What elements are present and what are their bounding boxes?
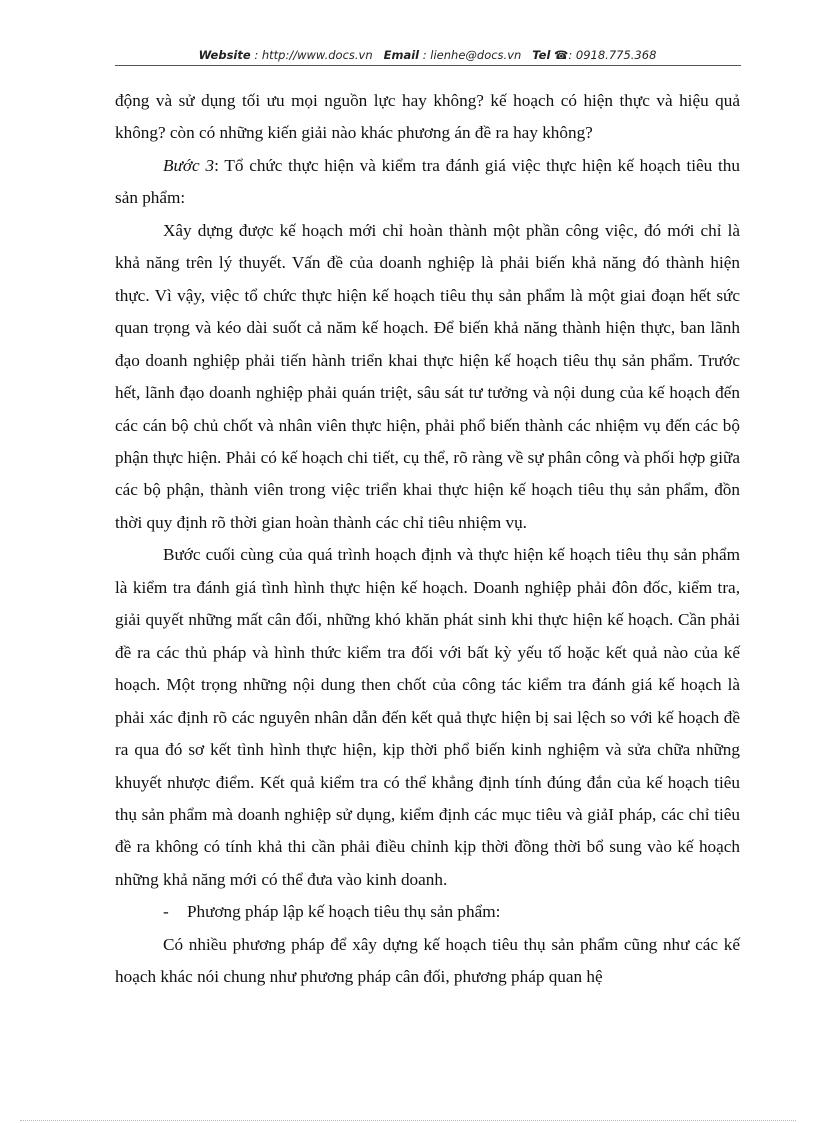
tel-value: : 0918.775.368 [568,48,657,62]
bullet-text: Phương pháp lập kế hoạch tiêu thụ sản phẩm: [187,902,501,922]
email-value: : lienhe@docs.vn [422,48,522,62]
paragraph-continuation: động và sử dụng tối ưu mọi nguồn lực hay không? kế hoạch có hiện thực và hiệu quả không? còn có những kiến giải nào khác phương án đề ra hay không? [115,91,740,143]
step-text: : Tổ chức thực hiện và kiểm tra đánh giá việc thực hiện kế hoạch tiêu thu sản phẩm: [115,155,740,208]
document-body [115,85,740,994]
paragraph-implementation: Xây dựng được kế hoạch mới chỉ hoàn thành một phần công việc, đó mới chỉ là khả năng trên lý thuyết. Vấn đề của doanh nghiệp là phải biến khả năng đó thành hiện thực. Vì vậy, việc tổ chức thực hiện kế hoạch tiêu thụ sản phẩm là một giai đoạn hết sức quan trọng và kéo dài suốt cả năm kế hoạch. Để biến khả năng thành hiện thực, ban lãnh đạo doanh nghiệp phải tiến hành triển khai thực hiện kế hoạch tiêu thụ sản phẩm. Trước hết, lãnh đạo doanh nghiệp phải quán triệt, sâu sát tư tưởng và nội dung của kế hoạch đến các cán bộ chủ chốt và nhân viên thực hiện, phải phổ biến thành các nhiệm vụ đến các bộ phận thực hiện. Phải có kế hoạch chi tiết, cụ thể, rõ ràng về sự phân công và phối hợp giữa các bộ phận, thành viên trong việc triển khai thực hiện kế hoạch tiêu thụ sản phẩm, đồn thời quy định rõ thời gian hoàn thành các chỉ tiêu nhiệm vụ. [115,220,740,532]
bullet-item [115,896,740,928]
website-value: : http://www.docs.vn [254,48,373,62]
phone-icon: ☎ [554,48,569,62]
page-header [115,48,740,62]
header-divider [115,65,741,66]
paragraph-methods: Có nhiều phương pháp để xây dựng kế hoạch tiêu thụ sản phẩm cũng như các kế hoạch khác nói chung như phương pháp cân đối, phương pháp quan hệ [115,934,740,987]
paragraph-evaluation: Bước cuối cùng của quá trình hoạch định và thực hiện kế hoạch tiêu thụ sản phẩm là kiểm tra đánh giá tình hình thực hiện kế hoạch. Doanh nghiệp phải đôn đốc, kiểm tra, giải quyết những mất cân đối, những khó khăn phát sinh khi thực hiện kế hoạch. Cần phải đề ra các thủ pháp và hình thức kiểm tra đối với bất kỳ yếu tố hoặc kết quả nào của kế hoạch. Một trọng những nội dung then chốt của công tác kiểm tra đánh giá kế hoạch là phải xác định rõ các nguyên nhân dẫn đến kết quả thực hiện bị sai lệch so với kế hoạch đề ra qua đó sơ kết tình hình thực hiện, kịp thời phổ biến kinh nghiệm và sửa chữa những khuyết nhược điểm. Kết quả kiểm tra có thể khẳng định tính đúng đắn của kế hoạch tiêu thụ sản phẩm mà doanh nghiệp sử dụng, kiểm định các mục tiêu và giảI pháp, các chỉ tiêu đề ra không có tính khả thi cần phải điều chỉnh kịp thời đồng thời bổ sung vào kế hoạch những khả năng mới có thể đưa vào kinh doanh. [115,545,740,889]
email-label: Email [383,48,420,62]
step-label: Bước 3 [163,155,215,175]
bullet-dash: - [163,902,169,922]
website-label: Website [198,48,251,62]
step-heading [115,150,740,215]
footer-divider [20,1120,796,1121]
tel-label: Tel [532,48,551,62]
